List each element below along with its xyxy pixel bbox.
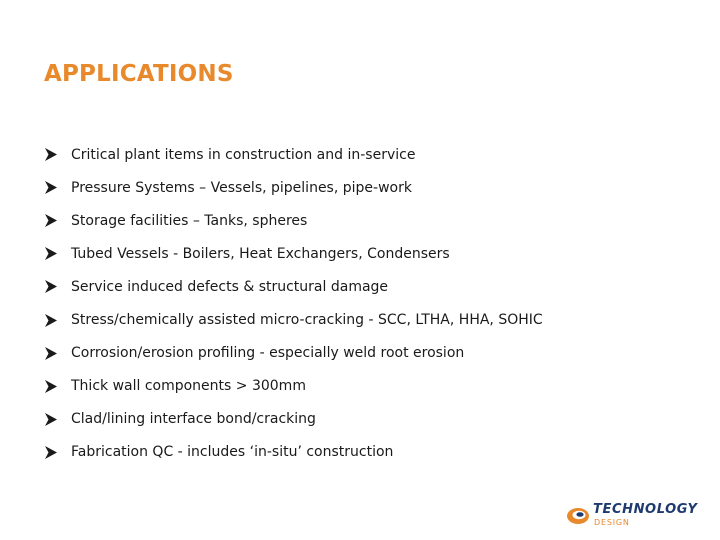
list-item — [44, 270, 543, 303]
logo-wordmark: TECHNOLOGY — [593, 502, 698, 517]
arrowhead-bullet-icon — [44, 213, 58, 228]
arrowhead-bullet-icon — [44, 313, 58, 328]
list-item-text: Fabrication QC - includes ‘in-situ’ construction — [71, 444, 394, 461]
company-logo — [566, 500, 696, 530]
list-item — [44, 138, 543, 171]
list-item-text: Critical plant items in construction and in-service — [71, 146, 416, 163]
list-item-text: Clad/lining interface bond/cracking — [71, 411, 316, 428]
applications-list — [44, 138, 543, 469]
list-item — [44, 171, 543, 204]
arrowhead-bullet-icon — [44, 346, 58, 361]
arrowhead-bullet-icon — [44, 445, 58, 460]
arrowhead-bullet-icon — [44, 412, 58, 427]
list-item — [44, 204, 543, 237]
list-item-text: Thick wall components > 300mm — [71, 378, 306, 395]
list-item-text: Tubed Vessels - Boilers, Heat Exchangers, Condensers — [71, 245, 450, 262]
list-item — [44, 436, 543, 469]
list-item — [44, 403, 543, 436]
list-item — [44, 237, 543, 270]
arrowhead-bullet-icon — [44, 246, 58, 261]
arrowhead-bullet-icon — [44, 279, 58, 294]
arrowhead-bullet-icon — [44, 180, 58, 195]
list-item-text: Storage facilities – Tanks, spheres — [71, 212, 308, 229]
list-item-text: Stress/chemically assisted micro-cracking - SCC, LTHA, HHA, SOHIC — [71, 312, 543, 329]
list-item-text: Corrosion/erosion profiling - especially weld root erosion — [71, 345, 465, 362]
list-item — [44, 370, 543, 403]
list-item-text: Service induced defects & structural damage — [71, 278, 389, 295]
list-item-text: Pressure Systems – Vessels, pipelines, pipe-work — [71, 179, 412, 196]
arrowhead-bullet-icon — [44, 379, 58, 394]
arrowhead-bullet-icon — [44, 147, 58, 162]
logo-swirl-icon — [566, 504, 590, 526]
list-item — [44, 303, 543, 336]
list-item — [44, 337, 543, 370]
slide-title: APPLICATIONS — [44, 61, 234, 87]
logo-subtitle: DESIGN — [594, 518, 630, 527]
